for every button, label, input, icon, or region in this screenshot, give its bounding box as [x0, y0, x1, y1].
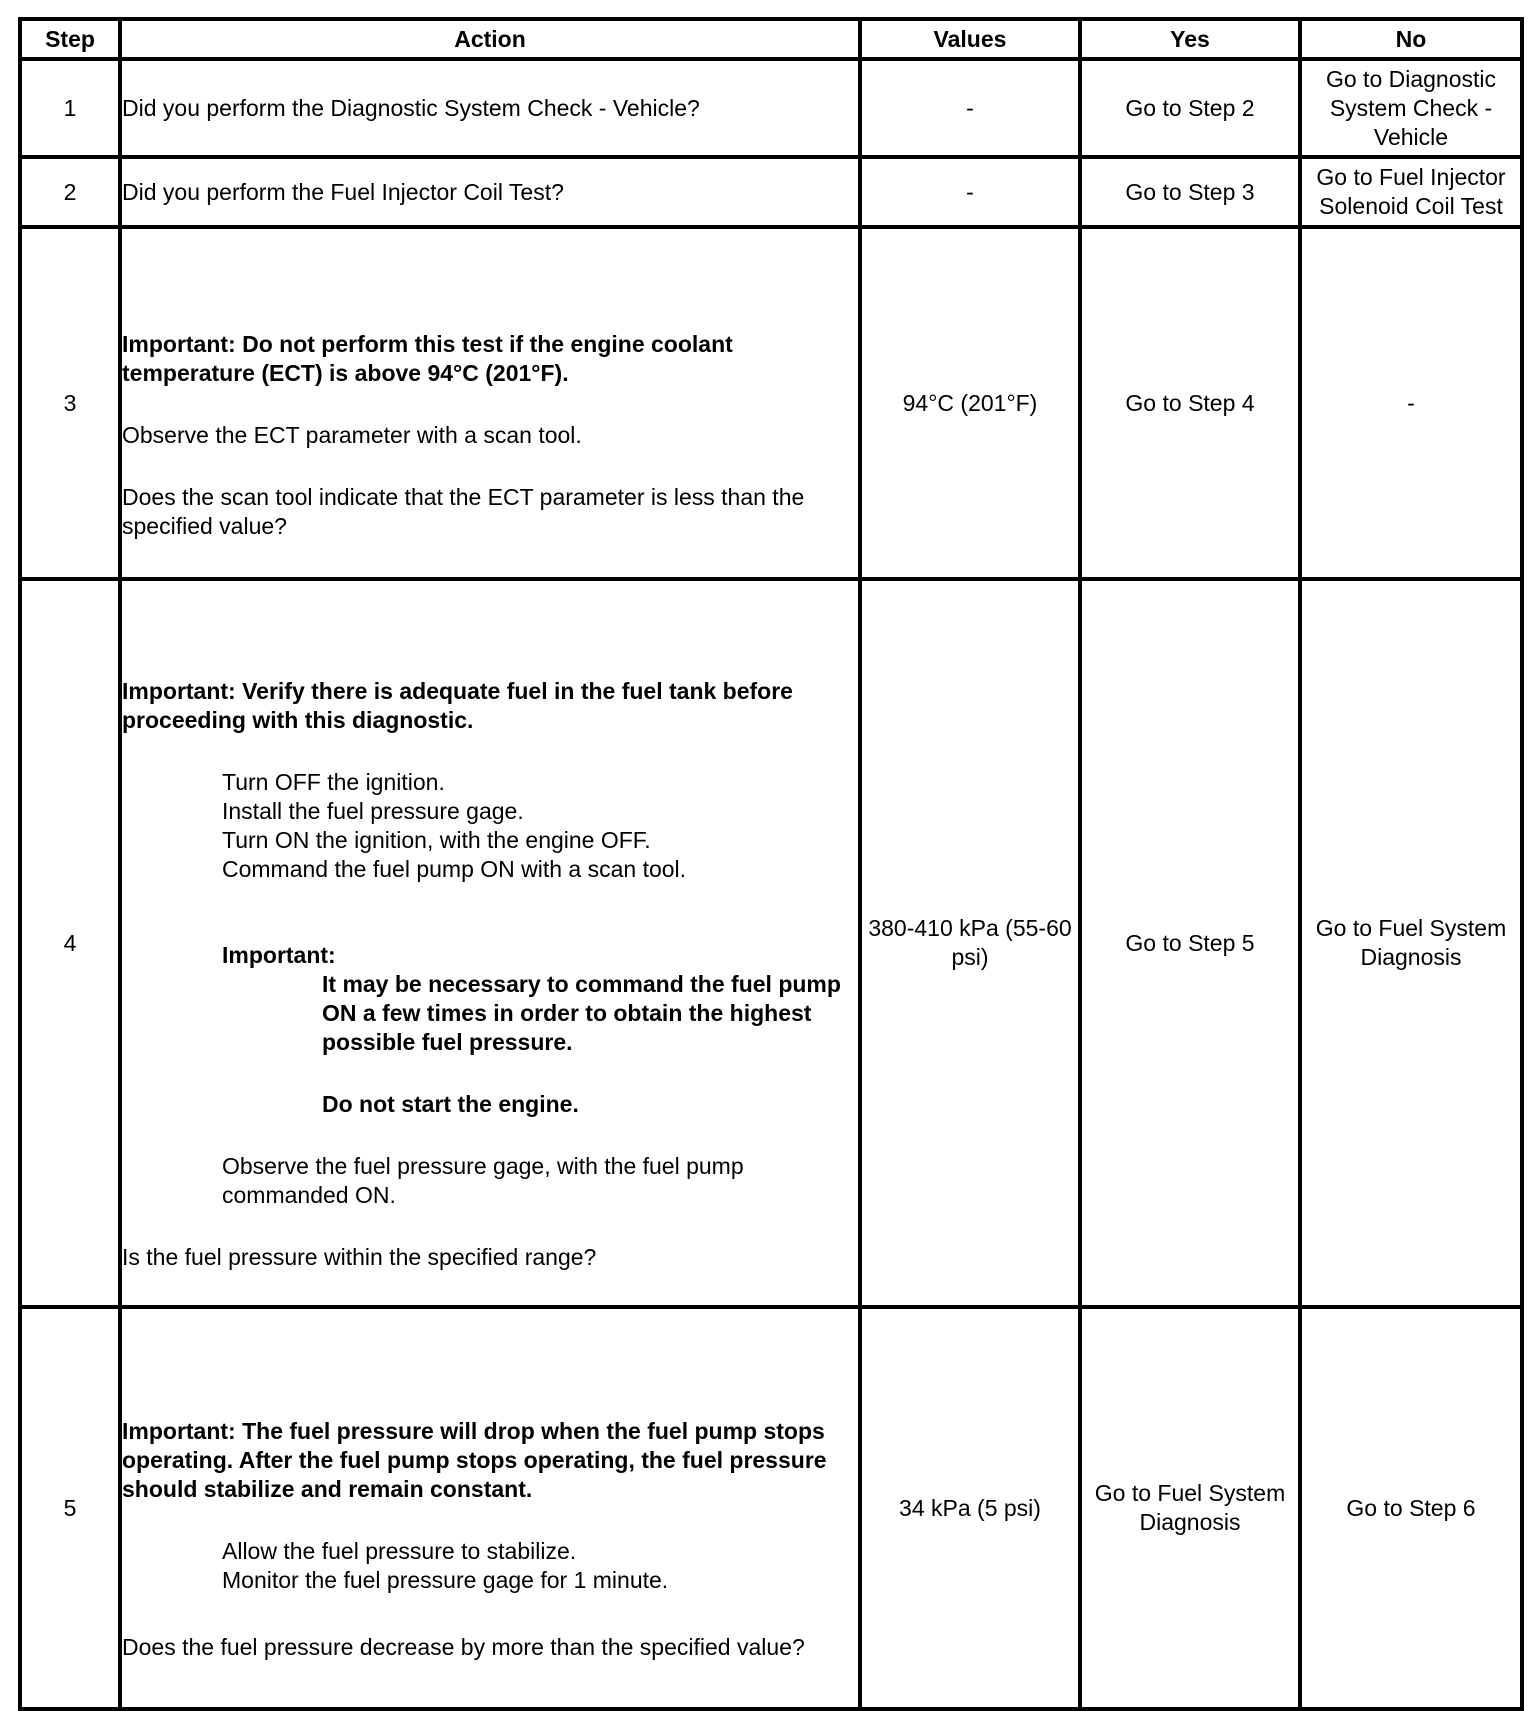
- action-cell: [120, 157, 860, 227]
- no-link[interactable]: Go to Fuel System Diagnosis: [1300, 579, 1522, 1307]
- yes-link[interactable]: Go to Fuel System Diagnosis: [1080, 1307, 1300, 1709]
- value-cell: 34 kPa (5 psi): [860, 1307, 1080, 1709]
- yes-link[interactable]: Go to Step 2: [1080, 59, 1300, 157]
- action-question: Does the scan tool indicate that the ECT parameter is less than the specified value?: [122, 483, 805, 539]
- header-values: Values: [860, 19, 1080, 59]
- yes-link[interactable]: Go to Step 5: [1080, 579, 1300, 1307]
- value-cell: -: [860, 59, 1080, 157]
- table-row: [20, 579, 1522, 1307]
- no-link[interactable]: Go to Diagnostic System Check - Vehicle: [1300, 59, 1522, 157]
- table-row: [20, 157, 1522, 227]
- action-question: Did you perform the Fuel Injector Coil Test?: [122, 178, 564, 205]
- action-cell: [120, 579, 860, 1307]
- diagnostic-table: [18, 17, 1524, 1711]
- no-link[interactable]: Go to Fuel Injector Solenoid Coil Test: [1300, 157, 1522, 227]
- header-yes: Yes: [1080, 19, 1300, 59]
- yes-link[interactable]: Go to Step 3: [1080, 157, 1300, 227]
- value-cell: 94°C (201°F): [860, 227, 1080, 579]
- action-question: Is the fuel pressure within the specified range?: [122, 1243, 597, 1270]
- action-question: Does the fuel pressure decrease by more than the specified value?: [122, 1633, 805, 1660]
- important-label: Important:: [222, 941, 336, 968]
- substep: Command the fuel pump ON with a scan tool.: [222, 855, 687, 882]
- substep: Turn ON the ignition, with the engine OFF.: [222, 826, 651, 853]
- step-number: 4: [20, 579, 120, 1307]
- table-row: [20, 1307, 1522, 1709]
- step-number: 2: [20, 157, 120, 227]
- diagnostic-page: [18, 17, 1520, 1711]
- action-cell: [120, 59, 860, 157]
- action-question: Did you perform the Diagnostic System Check - Vehicle?: [122, 94, 700, 121]
- table-row: [20, 227, 1522, 579]
- value-cell: -: [860, 157, 1080, 227]
- step-number: 3: [20, 227, 120, 579]
- action-instruction: Observe the fuel pressure gage, with the fuel pump commanded ON.: [222, 1152, 744, 1208]
- action-instruction: Observe the ECT parameter with a scan tool.: [122, 421, 582, 448]
- header-step: Step: [20, 19, 120, 59]
- yes-link[interactable]: Go to Step 4: [1080, 227, 1300, 579]
- step-number: 5: [20, 1307, 120, 1709]
- no-link: -: [1300, 227, 1522, 579]
- important-note: Important: Do not perform this test if the engine coolant temperature (ECT) is above 94°C (201°F).: [122, 330, 733, 386]
- value-cell: 380-410 kPa (55-60 psi): [860, 579, 1080, 1307]
- header-action: Action: [120, 19, 860, 59]
- table-row: [20, 59, 1522, 157]
- substep: Install the fuel pressure gage.: [222, 797, 524, 824]
- action-cell: [120, 227, 860, 579]
- substep: Monitor the fuel pressure gage for 1 minute.: [222, 1566, 669, 1593]
- substep: Allow the fuel pressure to stabilize.: [222, 1537, 577, 1564]
- header-no: No: [1300, 19, 1522, 59]
- important-note: It may be necessary to command the fuel pump ON a few times in order to obtain the highest possible fuel pressure.: [322, 970, 841, 1055]
- substep: Turn OFF the ignition.: [222, 768, 445, 795]
- important-note: Do not start the engine.: [322, 1090, 579, 1117]
- important-note: Important: The fuel pressure will drop when the fuel pump stops operating. After the fuel pump stops operating, the fuel pressure should stabilize and remain constant.: [122, 1417, 827, 1502]
- step-number: 1: [20, 59, 120, 157]
- important-note: Important: Verify there is adequate fuel in the fuel tank before proceeding with this diagnostic.: [122, 677, 793, 733]
- action-cell: [120, 1307, 860, 1709]
- no-link[interactable]: Go to Step 6: [1300, 1307, 1522, 1709]
- table-header-row: [20, 19, 1522, 59]
